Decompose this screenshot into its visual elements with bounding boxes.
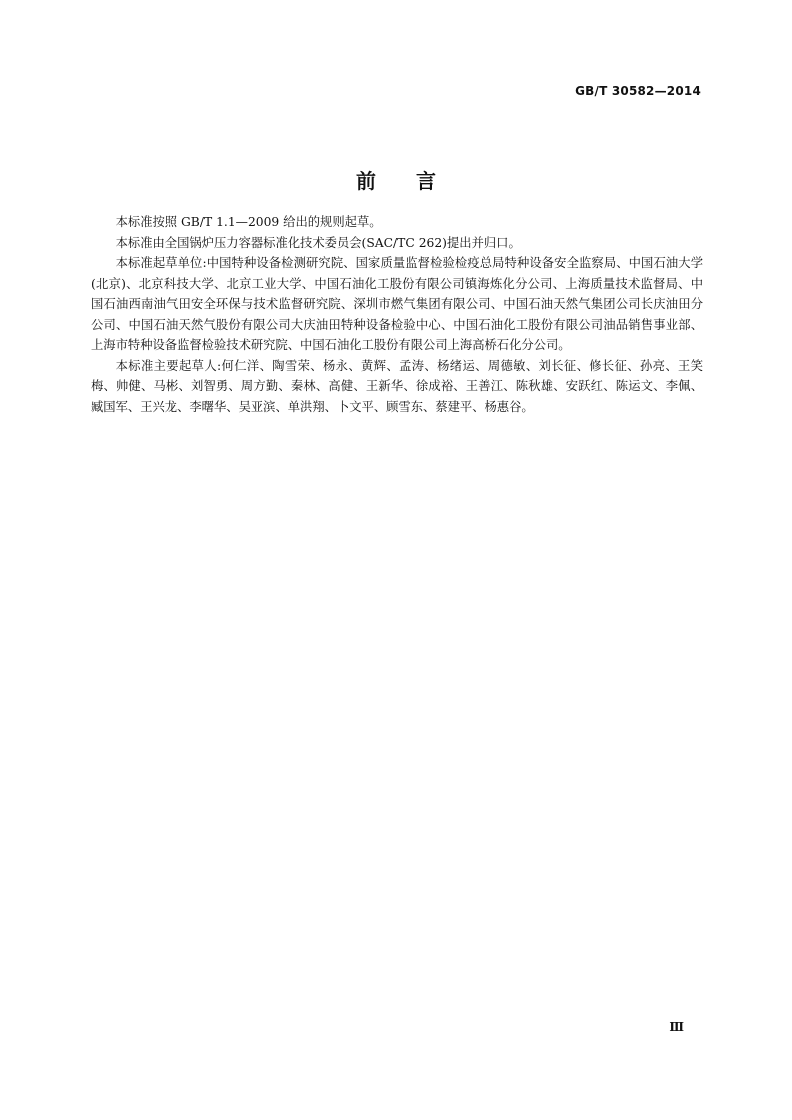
standard-code: GB/T 30582—2014 bbox=[575, 84, 701, 98]
paragraph-proposer: 本标准由全国锅炉压力容器标准化技术委员会(SAC/TC 262)提出并归口。 bbox=[115, 235, 521, 250]
paragraph-drafting-rules: 本标准按照 GB/T 1.1—2009 给出的规则起草。 bbox=[115, 215, 382, 229]
paragraph-drafters: 本标准主要起草人:何仁洋、陶雪荣、杨永、黄辉、孟涛、杨绪运、周德敏、刘长征、修长征、孙亮、王笑梅、帅健、马彬、刘智勇、周方勤、秦林、高健、王新华、徐成裕、王善江、陈秋雄、安跃红、陈运文、李佩、臧国军、王兴龙、李曙华、吴亚滨、单洪翔、卜文平、顾雪东、蔡建平、杨惠谷。 bbox=[91, 358, 703, 414]
paragraph-drafting-units: 本标准起草单位:中国特种设备检测研究院、国家质量监督检验检疫总局特种设备安全监察局、中国石油大学(北京)、北京科技大学、北京工业大学、中国石油化工股份有限公司镇海炼化分公司、上海质量技术监督局、中国石油西南油气田安全环保与技术监督研究院、深圳市燃气集团有限公司、中国石油天然气集团公司长庆油田分公司、中国石油天然气股份有限公司大庆油田特种设备检验中心、中国石油化工股份有限公司油品销售事业部、上海市特种设备监督检验技术研究院、中国石油化工股份有限公司上海高桥石化分公司。 bbox=[91, 256, 703, 352]
page-number: Ⅲ bbox=[669, 1020, 684, 1034]
document-body bbox=[91, 212, 703, 417]
page-title: 前言 bbox=[356, 169, 476, 194]
